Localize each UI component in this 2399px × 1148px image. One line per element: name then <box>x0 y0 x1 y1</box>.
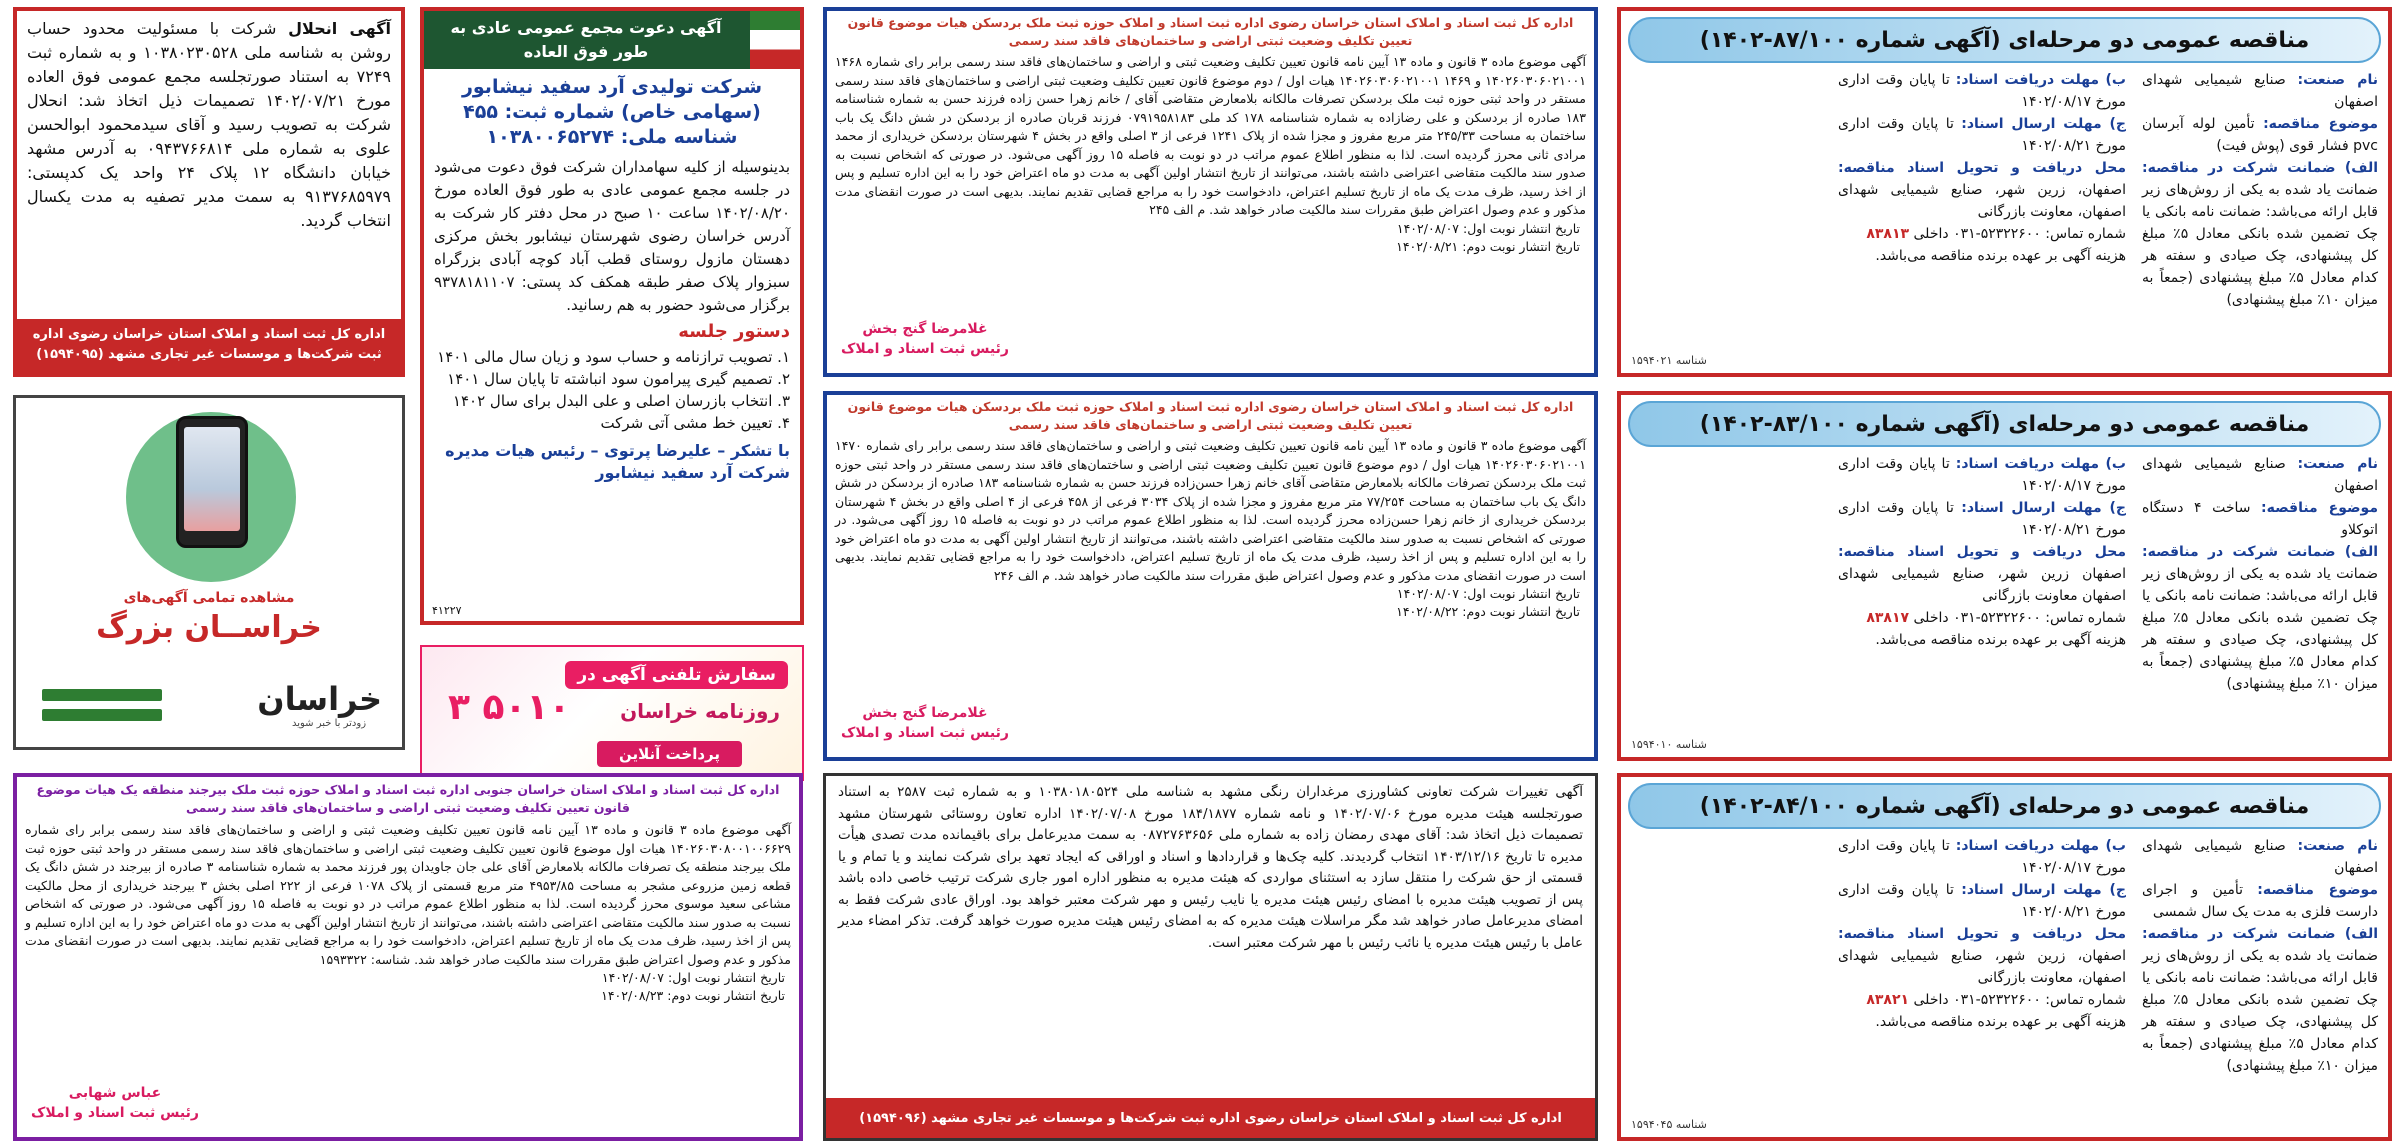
ad-footer: اداره کل ثبت اسناد و املاک استان خراسان رضوی اداره ثبت شرکت‌ها و موسسات غیر تجاری مشهد (۱۵۹۴۰۹۶) <box>826 1098 1595 1138</box>
agenda-list: ۱. تصویب ترازنامه و حساب سود و زیان سال مالی ۱۴۰۱ ۲. تصمیم گیری پیرامون سود انباشته تا پایان سال ۱۴۰۱ ۳. انتخاب بازرسان اصلی و علی البدل برای سال ۱۴۰۲ ۴. تعیین خط مشی آتی شرکت <box>437 348 790 432</box>
company-name: شرکت تولیدی آرد سفید نیشابور (سهامی خاص) شماره ثبت: ۴۵۵ شناسه ملی: ۱۰۳۸۰۰۶۵۲۷۴ <box>461 76 763 148</box>
brand-logo <box>257 680 382 729</box>
phone-number: ۳ ۵۰۱۰ <box>448 687 571 728</box>
ad-body: آگهی تغییرات شرکت تعاونی کشاورزی مرغداران رنگی مشهد به شناسه ملی ۱۰۳۸۰۱۸۰۵۲۴ و به شماره ثبت ۲۵۸۷ به استناد صورتجلسه هیئت مدیره مورخ ۱۴۰۲/۰۷/۰۶ و نامه شماره ۱۸۴/۱۸۷۷ مورخ ۱۴۰۲/۰۷/۰۸ اداره تعاون روستائی شهرستان مشهد تصمیمات ذیل اتخاذ شد: آقای مهدی رمضان زاده به شماره ملی ۰۸۷۲۷۶۳۶۵۶ به سمت مدیرعامل برای باقیمانده مدت تصدی هیأت مدیره تا تاریخ ۱۴۰۳/۱۲/۱۶ انتخاب گردیدند. کلیه چک‌ها و قراردادها و اسناد و اوراقی که ایجاد تعهد برای شرکت نمایند و یا تمام و یا قسمتی از حق شرکت را منتقل سازد به استثنای مواردی که هیئت مدیره به منظور اداره امور جاری شرکت ترتیب خاصی داده باشد پس از تصویب هیئت مدیره با امضای رئیس هیئت مدیره یا نایب رئیس و مهر شرکت معتبر خواهد بود. اوراق عادی شرکت فقط به امضای مدیرعامل صادر خواهد شد مگر مراسلات هیئت مدیره که به امضای رئیس هیئت مدیره صورت خواهد گرفت. تذکر امضاء مدیر عامل با رئیس هیئت مدیره یا نائب رئیس با مهر شرکت معتبر است. <box>838 784 1584 951</box>
assembly-invite-ad <box>420 7 804 625</box>
agenda-title: دستور جلسه <box>678 321 790 342</box>
tender-ad-83: مناقصه عمومی دو مرحله‌ای (آگهی شماره ۸۳/۱۰۰-۱۴۰۲) نام صنعت: صنایع شیمیایی شهدای اصفهان موضوع مناقصه: ساخت ۴ دستگاه اتوکلاو الف) ضمانت شرکت در مناقصه: ضمانت یاد شده به یکی از روش‌های زیر قابل ارائه می‌باشد: ضمانت نامه بانکی یا چک تضمین شده بانکی معادل ۵٪ مبلغ کل پیشنهادی، چک صیادی و سفته هر کدام معادل ۵٪ مبلغ پیشنهادی (جمعاً به میزان ۱۰٪ مبلغ پیشنهادی) ب) مهلت دریافت اسناد: تا پایان وقت اداری مورخ ۱۴۰۲/۰۸/۱۷ ج) مهلت ارسال اسناد: تا پایان وقت اداری مورخ ۱۴۰۲/۰۸/۲۱ محل دریافت و تحویل اسناد مناقصه: اصفهان زرین شهر، صنایع شیمیایی شهدای اصفهان معاونت بازرگانی شماره تماس: ۵۲۳۲۲۶۰۰-۰۳۱ داخلی ۸۳۸۱۷ هزینه آگهی بر عهده برنده مناقصه می‌باشد. شناسه ۱۵۹۴۰۱۰ <box>1617 391 2392 761</box>
phone-order-ad <box>420 645 804 781</box>
brand-tagline: زودتر با خبر شوید <box>291 718 367 729</box>
newspaper-name: روزنامه خراسان <box>620 699 780 723</box>
signature: غلامرضا گنج بخش رئیس ثبت اسناد و املاک <box>841 321 1009 357</box>
ad-body: آگهی انحلال شرکت با مسئولیت محدود حساب روشن به شناسه ملی ۱۰۳۸۰۲۳۰۵۲۸ و به شماره ثبت ۷۲۴۹ به استناد صورتجلسه مجمع عمومی فوق العاده مورخ ۱۴۰۲/۰۷/۲۱ تصمیمات ذیل اتخاذ شد: انحلال شرکت به تصویب رسید و آقای سیدمحمود ابوالحسن علوی به شماره ملی ۰۹۴۳۷۶۶۸۱۴ به آدرس مشهد خیابان دانشگاه ۱۲ پلاک ۲۴ واحد یک کدپستی: ۹۱۳۷۶۸۵۹۷۹ به سمت مدیر تصفیه به مدت یکسال انتخاب گردید. <box>27 19 391 230</box>
signature: با تشکر – علیرضا پرتوی – رئیس هیات مدیره شرکت آرد سفید نیشابور <box>445 441 790 482</box>
flag-icon <box>750 11 800 69</box>
pay-online-button[interactable]: پرداخت آنلاین <box>597 741 742 767</box>
ad-code: ۴۱۲۲۷ <box>432 604 462 617</box>
registry-ad-bardaskan-2: اداره کل ثبت اسناد و املاک استان خراسان رضوی اداره ثبت اسناد و املاک حوزه ثبت ملک بردسکن هیات موضوع قانون تعیین تکلیف وضعیت ثبتی اراضی و ساختمان‌های فاقد سند رسمی آگهی موضوع ماده ۳ قانون و ماده ۱۳ آیین نامه قانون تعیین تکلیف وضعیت ثبتی و اراضی و ساختمان‌های فاقد سند رسمی برابر رای شماره ۱۴۷۰ ۱۴۰۲۶۰۳۰۶۰۲۱۰۰۱ هیات اول / دوم موضوع قانون تعیین تکلیف وضعیت ثبتی اراضی و ساختمان‌های فاقد سند رسمی مستقر در واحد ثبتی حوزه ثبت ملک بردسکن تصرفات مالکانه بلامعارض متقاضی آقای خانم زهرا حسن‌زاده فرزند حسن به شماره شناسنامه ۱۸۳ صادره از بردسکن در شش دانگ یک باب ساختمان به مساحت ۷۷/۲۵۴ متر مربع مفروز و مجزا شده از پلاک ۳۰۳۴ فرعی از ۴۵۸ فرعی از ۴ اصلی واقع در بخش ۴ شهرستان بردسکن خریداری از خانم زهرا حسن‌زاده محرز گردیده است. لذا به منظور اطلاع عموم مراتب در دو نوبت به فاصله ۱۵ روز آگهی می‌شود. در صورتی که اشخاص نسبت به صدور سند مالکیت متقاضی اعتراضی داشته باشند، می‌توانند از تاریخ انتشار اولین آگهی به مدت دو ماه اعتراض خود را به این اداره تسلیم و پس از اخذ رسید، ظرف مدت یک ماه از تاریخ تسلیم اعتراض، دادخواست خود را به مراجع قضایی تقدیم نمایند. بدیهی است در صورت انقضای مدت مذکور و عدم وصول اعتراض طبق مقررات سند مالکیت صادر خواهد شد. م الف ۲۴۶ تاریخ انتشار نوبت اول: ۱۴۰۲/۰۸/۰۷ تاریخ انتشار نوبت دوم: ۱۴۰۲/۰۸/۲۲ غلامرضا گنج بخش رئیس ثبت اسناد و املاک <box>823 391 1598 761</box>
signature: غلامرضا گنج بخش رئیس ثبت اسناد و املاک <box>841 705 1009 741</box>
ad-id: شناسه ۱۵۹۴۰۱۰ <box>1631 738 1707 751</box>
ad-body: آگهی موضوع ماده ۳ قانون و ماده ۱۳ آیین نامه قانون تعیین تکلیف وضعیت ثبتی و اراضی و ساختمان‌های فاقد سند رسمی برابر رای شماره ۱۴۰۲۶۰۳۰۸۰۰۱۰۰۶۶۲۹ هیات اول موضوع قانون تعیین تکلیف وضعیت ثبتی اراضی و ساختمان‌های فاقد سند رسمی مستقر در واحد ثبتی حوزه ثبت ملک بیرجند منطقه یک تصرفات مالکانه بلامعارض آقای علی جان جاویدان پور فرزند محمد به شماره شناسنامه ۳ صادره از بیرجند در شش دانگ یک قطعه زمین مزروعی مشجر به مساحت ۴۹۵۳/۸۵ متر مربع قسمتی از پلاک ۱۰۷۸ فرعی از ۲۲۲ اصلی بخش ۳ بیرجند خریداری از محل مالکیت مشاعی سعید موسوی محرز گردیده است. لذا به منظور اطلاع عموم مراتب در دو نوبت به فاصله ۱۵ روز آگهی می‌شود. در صورتی که اشخاص نسبت به صدور سند مالکیت متقاضی اعتراضی داشته باشند، می‌توانند از تاریخ انتشار اولین آگهی به مدت دو ماه اعتراض خود را به این اداره تسلیم و پس از اخذ رسید، ظرف مدت یک ماه از تاریخ تسلیم اعتراض، دادخواست خود را به مراجع قضایی تقدیم نمایند. بدیهی است در صورت انقضای مدت مذکور و عدم وصول اعتراض طبق مقررات سند مالکیت صادر خواهد شد. شناسه: ۱۵۹۳۳۲۲ <box>25 822 791 967</box>
headline: سفارش تلفنی آگهی در <box>565 661 788 689</box>
dissolution-ad <box>13 7 405 377</box>
ad-banner: آگهی دعوت مجمع عمومی عادی به طور فوق العاده <box>424 11 800 69</box>
ad-id: شناسه ۱۵۹۴۰۲۱ <box>1631 354 1707 367</box>
coop-changes-ad <box>823 773 1598 1141</box>
tender-title: مناقصه عمومی دو مرحله‌ای (آگهی شماره ۸۳/۱۰۰-۱۴۰۲) <box>1628 401 2381 447</box>
brand-name: خراسان <box>257 680 382 718</box>
ad-body: آگهی موضوع ماده ۳ قانون و ماده ۱۳ آیین نامه قانون تعیین تکلیف وضعیت ثبتی و اراضی و ساختمان‌های فاقد سند رسمی برابر رای شماره ۱۴۷۰ ۱۴۰۲۶۰۳۰۶۰۲۱۰۰۱ هیات اول / دوم موضوع قانون تعیین تکلیف وضعیت ثبتی اراضی و ساختمان‌های فاقد سند رسمی مستقر در واحد ثبتی حوزه ثبت ملک بردسکن تصرفات مالکانه بلامعارض متقاضی آقای خانم زهرا حسن‌زاده فرزند حسن به شماره شناسنامه ۱۸۳ صادره از بردسکن در شش دانگ یک باب ساختمان به مساحت ۷۷/۲۵۴ متر مربع مفروز و مجزا شده از پلاک ۳۰۳۴ فرعی از ۴۵۸ فرعی از ۴ اصلی واقع در بخش ۴ شهرستان بردسکن خریداری از خانم زهرا حسن‌زاده محرز گردیده است. لذا به منظور اطلاع عموم مراتب در دو نوبت به فاصله ۱۵ روز آگهی می‌شود. در صورتی که اشخاص نسبت به صدور سند مالکیت متقاضی اعتراضی داشته باشند، می‌توانند از تاریخ انتشار اولین آگهی به مدت دو ماه اعتراض خود را به این اداره تسلیم و پس از اخذ رسید، ظرف مدت یک ماه از تاریخ تسلیم اعتراض، دادخواست خود را به مراجع قضایی تقدیم نمایند. بدیهی است در صورت انقضای مدت مذکور و عدم وصول اعتراض طبق مقررات سند مالکیت صادر خواهد شد. م الف ۲۴۶ <box>835 438 1587 583</box>
ad-header: اداره کل ثبت اسناد و املاک استان خراسان رضوی اداره ثبت اسناد و املاک حوزه ثبت ملک بردسکن هیات موضوع قانون تعیین تکلیف وضعیت ثبتی اراضی و ساختمان‌های فاقد سند رسمی <box>847 15 1574 48</box>
tender-ad-84: مناقصه عمومی دو مرحله‌ای (آگهی شماره ۸۴/۱۰۰-۱۴۰۲) نام صنعت: صنایع شیمیایی شهدای اصفهان موضوع مناقصه: تأمین و اجرای دارست فلزی به مدت یک سال شمسی الف) ضمانت شرکت در مناقصه: ضمانت یاد شده به یکی از روش‌های زیر قابل ارائه می‌باشد: ضمانت نامه بانکی یا چک تضمین شده بانکی معادل ۵٪ مبلغ کل پیشنهادی، چک صیادی و سفته هر کدام معادل ۵٪ مبلغ پیشنهادی (جمعاً به میزان ۱۰٪ مبلغ پیشنهادی) ب) مهلت دریافت اسناد: تا پایان وقت اداری مورخ ۱۴۰۲/۰۸/۱۷ ج) مهلت ارسال اسناد: تا پایان وقت اداری مورخ ۱۴۰۲/۰۸/۲۱ محل دریافت و تحویل اسناد مناقصه: اصفهان، زرین شهر، صنایع شیمیایی شهدای اصفهان، معاونت بازرگانی شماره تماس: ۵۲۳۲۲۶۰۰-۰۳۱ داخلی ۸۳۸۲۱ هزینه آگهی بر عهده برنده مناقصه می‌باشد. شناسه ۱۵۹۴۰۴۵ <box>1617 773 2392 1141</box>
promo-line1: مشاهده تمامی آگهی‌های <box>123 590 295 606</box>
registry-ad-bardaskan-1: اداره کل ثبت اسناد و املاک استان خراسان رضوی اداره ثبت اسناد و املاک حوزه ثبت ملک بردسکن هیات موضوع قانون تعیین تکلیف وضعیت ثبتی اراضی و ساختمان‌های فاقد سند رسمی آگهی موضوع ماده ۳ قانون و ماده ۱۳ آیین نامه قانون تعیین تکلیف وضعیت ثبتی و اراضی و ساختمان‌های فاقد سند رسمی برابر رای شماره ۱۴۶۸ ۱۴۰۲۶۰۳۰۶۰۲۱۰۰۱ و ۱۴۶۹ ۱۴۰۲۶۰۳۰۶۰۲۱۰۰۱ هیات اول / دوم موضوع قانون تعیین تکلیف وضعیت ثبتی اراضی و ساختمان‌های فاقد سند رسمی مستقر در واحد ثبتی حوزه ثبت ملک بردسکن تصرفات مالکانه بلامعارض متقاضی آقای / خانم زهرا حسن زاده فرزند حسن به شماره شناسنامه ۱۸۳ صادره از بردسکن و علی رضازاده به شماره شناسنامه ۱۷۸ کد ملی ۰۷۹۱۹۵۸۱۸۳ فرزند قربان صادره از بردسکن در شش دانگ یک باب ساختمان به مساحت ۲۴۵/۳۳ متر مربع مفروز و مجزا شده از پلاک ۱۲۴۱ فرعی از ۳ اصلی واقع در بخش ۴ شهرستان بردسکن خریداری از محمد مرادی ثانی محرز گردیده است. لذا به منظور اطلاع عموم مراتب در دو نوبت به فاصله ۱۵ روز آگهی می‌شود. در صورتی که اشخاص نسبت به صدور سند مالکیت متقاضی اعتراضی داشته باشند، می‌توانند از تاریخ انتشار اولین آگهی به مدت دو ماه اعتراض خود را به این اداره تسلیم و پس از اخذ رسید، ظرف مدت یک ماه از تاریخ تسلیم اعتراض، دادخواست خود را به مراجع قضایی تقدیم نمایند. بدیهی است در صورت انقضای مدت مذکور و عدم وصول اعتراض طبق مقررات سند مالکیت صادر خواهد شد. م الف ۲۴۵ تاریخ انتشار نوبت اول: ۱۴۰۲/۰۸/۰۷ تاریخ انتشار نوبت دوم: ۱۴۰۲/۰۸/۲۱ غلامرضا گنج بخش رئیس ثبت اسناد و املاک <box>823 7 1598 377</box>
ad-footer: اداره کل ثبت اسناد و املاک استان خراسان رضوی اداره ثبت شرکت‌ها و موسسات غیر تجاری مشهد (۱۵۹۴۰۹۵) <box>17 319 401 373</box>
khorasan-app-promo <box>13 395 405 750</box>
contact-bar-icon <box>42 689 162 701</box>
contact-bar-icon <box>42 709 162 721</box>
tender-title: مناقصه عمومی دو مرحله‌ای (آگهی شماره ۸۷/۱۰۰-۱۴۰۲) <box>1628 17 2381 63</box>
phone-icon <box>176 416 248 548</box>
tender-ad-87: مناقصه عمومی دو مرحله‌ای (آگهی شماره ۸۷/۱۰۰-۱۴۰۲) نام صنعت: صنایع شیمیایی شهدای اصفهان موضوع مناقصه: تأمین لوله آبرسان pvc فشار قوی (پوش فیت) الف) ضمانت شرکت در مناقصه: ضمانت یاد شده به یکی از روش‌های زیر قابل ارائه می‌باشد: ضمانت نامه بانکی یا چک تضمین شده بانکی معادل ۵٪ مبلغ کل پیشنهادی، چک صیادی و سفته هر کدام معادل ۵٪ مبلغ پیشنهادی (جمعاً به میزان ۱۰٪ مبلغ پیشنهادی) ب) مهلت دریافت اسناد: تا پایان وقت اداری مورخ ۱۴۰۲/۰۸/۱۷ ج) مهلت ارسال اسناد: تا پایان وقت اداری مورخ ۱۴۰۲/۰۸/۲۱ محل دریافت و تحویل اسناد مناقصه: اصفهان، زرین شهر، صنایع شیمیایی شهدای اصفهان، معاونت بازرگانی شماره تماس: ۵۲۳۲۲۶۰۰-۰۳۱ داخلی ۸۳۸۱۳ هزینه آگهی بر عهده برنده مناقصه می‌باشد. شناسه ۱۵۹۴۰۲۱ <box>1617 7 2392 377</box>
ad-id: شناسه ۱۵۹۴۰۴۵ <box>1631 1118 1707 1131</box>
ad-body: آگهی موضوع ماده ۳ قانون و ماده ۱۳ آیین نامه قانون تعیین تکلیف وضعیت ثبتی و اراضی و ساختمان‌های فاقد سند رسمی برابر رای شماره ۱۴۶۸ ۱۴۰۲۶۰۳۰۶۰۲۱۰۰۱ و ۱۴۶۹ ۱۴۰۲۶۰۳۰۶۰۲۱۰۰۱ هیات اول / دوم موضوع قانون تعیین تکلیف وضعیت ثبتی اراضی و ساختمان‌های فاقد سند رسمی مستقر در واحد ثبتی حوزه ثبت ملک بردسکن تصرفات مالکانه بلامعارض متقاضی آقای / خانم زهرا حسن زاده فرزند حسن به شماره شناسنامه ۱۸۳ صادره از بردسکن و علی رضازاده به شماره شناسنامه ۱۷۸ کد ملی ۰۷۹۱۹۵۸۱۸۳ فرزند قربان صادره از بردسکن در شش دانگ یک باب ساختمان به مساحت ۲۴۵/۳۳ متر مربع مفروز و مجزا شده از پلاک ۱۲۴۱ فرعی از ۳ اصلی واقع در بخش ۴ شهرستان بردسکن خریداری از محمد مرادی ثانی محرز گردیده است. لذا به منظور اطلاع عموم مراتب در دو نوبت به فاصله ۱۵ روز آگهی می‌شود. در صورتی که اشخاص نسبت به صدور سند مالکیت متقاضی اعتراضی داشته باشند، می‌توانند از تاریخ انتشار اولین آگهی به مدت دو ماه اعتراض خود را به این اداره تسلیم و پس از اخذ رسید، ظرف مدت یک ماه از تاریخ تسلیم اعتراض، دادخواست خود را به مراجع قضایی تقدیم نمایند. بدیهی است در صورت انقضای مدت مذکور و عدم وصول اعتراض طبق مقررات سند مالکیت صادر خواهد شد. م الف ۲۴۵ <box>835 54 1587 217</box>
ad-header: اداره کل ثبت اسناد و املاک استان خراسان رضوی اداره ثبت اسناد و املاک حوزه ثبت ملک بردسکن هیات موضوع قانون تعیین تکلیف وضعیت ثبتی اراضی و ساختمان‌های فاقد سند رسمی <box>847 399 1574 432</box>
ad-header: اداره کل ثبت اسناد و املاک استان خراسان جنوبی اداره ثبت اسناد و املاک حوزه ثبت ملک بیرجند منطقه یک هیات موضوع قانون تعیین تکلیف وضعیت ثبتی اراضی و ساختمان‌های فاقد سند رسمی <box>36 782 780 815</box>
promo-line2: خراســان بزرگ <box>96 610 322 645</box>
ad-body: بدینوسیله از کلیه سهامداران شرکت فوق دعوت می‌شود در جلسه مجمع عمومی عادی به طور فوق العاده مورخ ۱۴۰۲/۰۸/۲۰ ساعت ۱۰ صبح در محل دفتر کار شرکت به آدرس خراسان رضوی شهرستان نیشابور بخش مرکزی دهستان مازول روستای قطب آباد کوچه آبادی بزرگراه سبزوار پلاک صفر طبقه همکف کد پستی: ۹۳۷۸۱۸۱۱۰۷ برگزار می‌شود حضور به هم رسانید. <box>434 158 790 314</box>
signature: عباس شهابی رئیس ثبت اسناد و املاک <box>31 1085 199 1121</box>
tender-title: مناقصه عمومی دو مرحله‌ای (آگهی شماره ۸۴/۱۰۰-۱۴۰۲) <box>1628 783 2381 829</box>
registry-ad-birjand: اداره کل ثبت اسناد و املاک استان خراسان جنوبی اداره ثبت اسناد و املاک حوزه ثبت ملک بیرجند منطقه یک هیات موضوع قانون تعیین تکلیف وضعیت ثبتی اراضی و ساختمان‌های فاقد سند رسمی آگهی موضوع ماده ۳ قانون و ماده ۱۳ آیین نامه قانون تعیین تکلیف وضعیت ثبتی و اراضی و ساختمان‌های فاقد سند رسمی برابر رای شماره ۱۴۰۲۶۰۳۰۸۰۰۱۰۰۶۶۲۹ هیات اول موضوع قانون تعیین تکلیف وضعیت ثبتی اراضی و ساختمان‌های فاقد سند رسمی مستقر در واحد ثبتی حوزه ثبت ملک بیرجند منطقه یک تصرفات مالکانه بلامعارض آقای علی جان جاویدان پور فرزند محمد به شماره شناسنامه ۳ صادره از بیرجند در شش دانگ یک قطعه زمین مزروعی مشجر به مساحت ۴۹۵۳/۸۵ متر مربع قسمتی از پلاک ۱۰۷۸ فرعی از ۲۲۲ اصلی بخش ۳ بیرجند خریداری از محل مالکیت مشاعی سعید موسوی محرز گردیده است. لذا به منظور اطلاع عموم مراتب در دو نوبت به فاصله ۱۵ روز آگهی می‌شود. در صورتی که اشخاص نسبت به صدور سند مالکیت متقاضی اعتراضی داشته باشند، می‌توانند از تاریخ انتشار اولین آگهی به مدت دو ماه اعتراض خود را به این اداره تسلیم و پس از اخذ رسید، ظرف مدت یک ماه از تاریخ تسلیم اعتراض، دادخواست خود را به مراجع قضایی تقدیم نمایند. بدیهی است در صورت انقضای مدت مذکور و عدم وصول اعتراض طبق مقررات سند مالکیت صادر خواهد شد. شناسه: ۱۵۹۳۳۲۲ تاریخ انتشار نوبت اول: ۱۴۰۲/۰۸/۰۷ تاریخ انتشار نوبت دوم: ۱۴۰۲/۰۸/۲۳ عباس شهابی رئیس ثبت اسناد و املاک <box>13 773 803 1141</box>
